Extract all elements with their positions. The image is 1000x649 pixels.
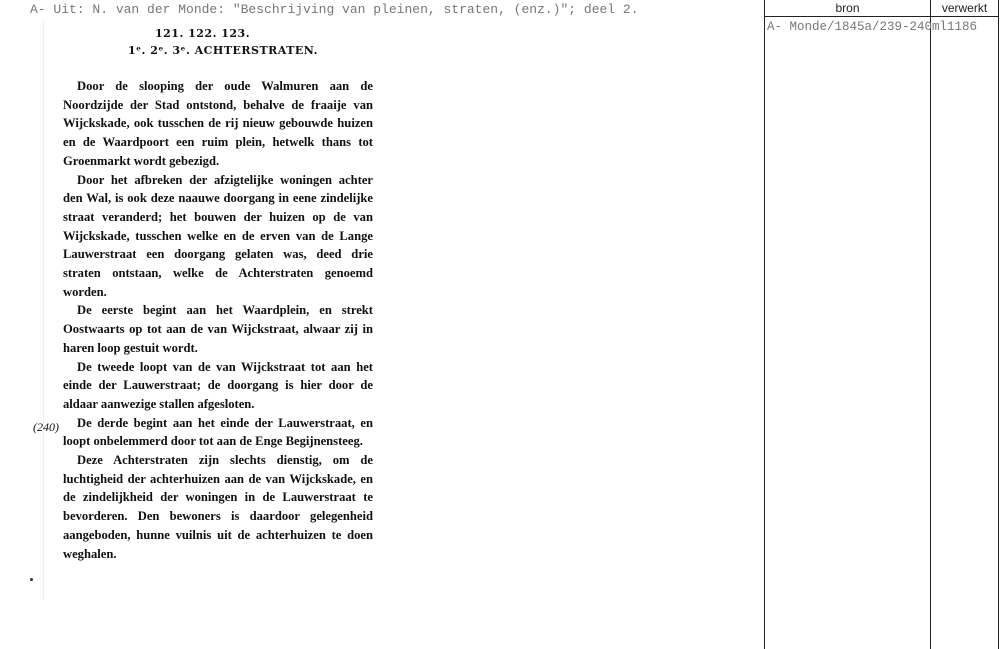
cell-bron: A- Monde/1845a/239-240 xyxy=(767,20,933,34)
page-edge xyxy=(43,20,44,600)
paragraph: De eerste begint aan het Waardplein, en strekt Oostwaarts op tot aan de van Wijckstraat, alwaar zij in haren loop gestuit wordt. xyxy=(63,303,373,355)
scan-speck xyxy=(30,578,33,581)
column-header-bron: bron xyxy=(835,1,860,15)
paragraph: De derde begint aan het einde der Lauwerstraat, en loopt onbelemmerd door tot aan de Enge Begijnensteeg. xyxy=(63,415,373,449)
table-divider xyxy=(930,0,931,649)
paragraph: De tweede loopt van de van Wijckstraat tot aan het einde der Lauwerstraat; de doorgang is hier door de aldaar aanwezige stallen afgesloten. xyxy=(63,359,373,411)
table-divider xyxy=(764,0,765,649)
section-numbers: 121. 122. 123. xyxy=(155,27,251,40)
paragraph: Door de slooping der oude Walmuren aan de Noordzijde der Stad ontstond, behalve de fraaije van Wijckskade, ook tusschen de rij nieuw gebouwde huizen en de Waardpoort een ruim plein, hetwelk thans tot Groenmarkt wordt gebezigd. xyxy=(63,79,373,168)
column-header-verwerkt: verwerkt xyxy=(941,1,988,15)
paragraph: Deze Achterstraten zijn slechts dienstig, om de luchtigheid der achterhuizen aan de van Wijckskade, en de zindelijkheid der woningen in de Lauwerstraat te bevorderen. Den bewoners is daardoor gelegenheid aangeboden, hunne vuilnis uit de achterhuizen te doen weghalen. xyxy=(63,453,373,561)
table-divider xyxy=(998,0,999,649)
margin-page-note: (240) xyxy=(33,420,59,434)
body-text xyxy=(63,77,373,563)
table-header-rule xyxy=(764,16,998,17)
paragraph: Door het afbreken der afzigtelijke woningen achter den Wal, is ook deze naauwe doorgang in eene zindelijke straat veranderd; het bouwen der huizen op de van Wijckskade, tusschen welke en de erven van de Lange Lauwerstraat een doorgang gelaten was, deed drie straten ontstaan, welke de Achterstraten genoemd worden. xyxy=(63,172,373,299)
document-header: A- Uit: N. van der Monde: "Beschrijving van pleinen, straten, (enz.)"; deel 2. xyxy=(30,2,639,17)
cell-verwerkt: ml1186 xyxy=(932,20,978,34)
section-title: 1ᵉ. 2ᵉ. 3ᵉ. ACHTERSTRATEN. xyxy=(128,44,318,57)
